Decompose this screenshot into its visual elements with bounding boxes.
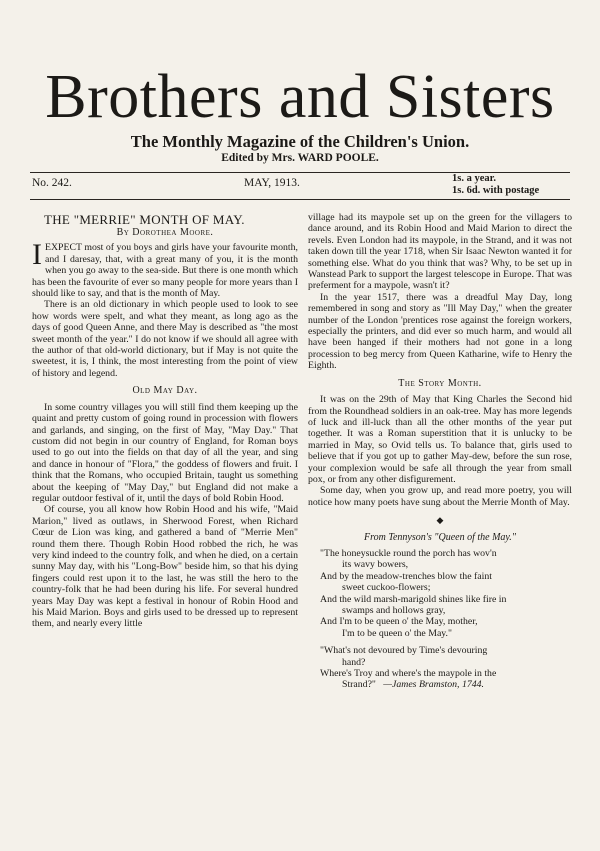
- poem-line: its wavy bowers,: [342, 559, 409, 571]
- masthead-rule-bottom: [30, 199, 570, 200]
- right-column: [308, 212, 572, 691]
- article-paragraph-5: village had its maypole set up on the green for the villagers to dance around, and its Robin Hood and Maid Marion to direct the revels. Even London had its maypole, in the Strand, and it was not taken down till the year 1718, when Sir Isaac Newton wanted it for something else. What do you think that was? Why, to be set up in Wanstead Park to support the largest telescope in Europe. That was preferment for a maypole, wasn't it?: [308, 212, 572, 292]
- article-paragraph-8: Some day, when you grow up, and read more poetry, you will notice how many poets have sung about the Merrie Month of May.: [308, 485, 572, 508]
- bramston-attribution: —James Bramston, 1744.: [383, 679, 484, 691]
- article-paragraph-6: In the year 1517, there was a dreadful May Day, long remembered in song and story as "Ill May Day," when the greater number of the London 'prentices rose against the foreign workers, especially the printers, and did ever so much harm, and would all have been hanged if their mothers had not gone in a long procession to beg mercy from Queen Katharine, wife to Henry the Eighth.: [308, 291, 572, 372]
- poem-line: Where's Troy and where's the maypole in the: [320, 668, 497, 680]
- article-paragraph-7: It was on the 29th of May that King Charles the Second hid from the Roundhead soldiers in an oak-tree. May has more legends of luck and ill-luck than all the other months of the year put together. It was a Roman superstition that it is unlucky to be married in May, so Ovid tells us. To balance that, girls used to believe that if you got up to gather May-dew, before the sun rose, your complexion would be safe all through the year from small pox, or from any other disfigurement.: [308, 394, 572, 485]
- poem-line: hand?: [342, 656, 366, 668]
- poem-line: And by the meadow-trenches blow the faint: [320, 570, 492, 582]
- poem-line: "What's not devoured by Time's devouring: [320, 645, 488, 657]
- poem-line: swamps and hollows gray,: [342, 605, 446, 616]
- left-column: [32, 212, 298, 630]
- poem-line: "The honeysuckle round the porch has wov'n: [320, 547, 497, 559]
- tennyson-heading: From Tennyson's "Queen of the May.": [363, 531, 516, 543]
- article-paragraph-4: Of course, you all know how Robin Hood and his wife, "Maid Marion," lived as outlaws, in Sherwood Forest, when Richard Cœur de Lion was king, and gathered a band of "Merrie Men" round them there. Though Robin Hood robbed the rich, he was very kind indeed to the country folk, and when he died, on a certain sunny May day, with his "Long-Bow" beside him, so that his dying fingers could rest upon it to the last, he was still the hero to the country-folk that he had been during his life. For several hundred years May Day was kept a festival in honour of Robin Hood and his Maid Marion. Boys and girls used to be dressed up to represent them, and nearly every little: [32, 504, 298, 630]
- poem-line-with-attribution: [308, 679, 572, 690]
- price-info: [452, 173, 539, 197]
- issue-number: No. 242.: [32, 177, 72, 189]
- paragraph-1-text: EXPECT most of you boys and girls have your favourite month, and I daresay, that, with a great many of you, it is the month when you go away to the sea-side. But there is one month which has been the favourite of ever so many people for more years than I should like to say, and that is the month of May.: [32, 242, 298, 300]
- poem-line: sweet cuckoo-flowers;: [342, 582, 431, 594]
- poem-line: Strand?": [342, 679, 376, 691]
- subheading-old-may-day: Old May Day.: [132, 385, 198, 397]
- masthead-title: Brothers and Sisters: [45, 63, 555, 131]
- issue-date: MAY, 1913.: [244, 177, 300, 189]
- masthead-subtitle: The Monthly Magazine of the Children's Union.: [130, 132, 470, 151]
- article-paragraph-2: There is an old dictionary in which people used to look to see how words were spelt, and what they meant, as long ago as the days of good Queen Anne, and there May is described as "the most sweet month of the year." I do not know if we should all agree with the author of that old-world dictionary, but if May is not quite the sweetest, it is, I think, the most interesting from the point of view of history and legend.: [32, 299, 298, 379]
- section-ornament: ◆: [436, 515, 444, 526]
- poem-line: I'm to be queen o' the May.": [342, 627, 453, 639]
- price-year: 1s. a year.: [452, 173, 496, 184]
- poem-line: And I'm to be queen o' the May, mother,: [320, 616, 478, 628]
- drop-cap: I: [32, 238, 42, 272]
- article-paragraph-3: In some country villages you will still find them keeping up the quaint and pretty custom of going round in procession with flowers and garlands, and singing, on the first of May, "May Day." That custom did not begin in our country of England, for Roman boys used to go out into the fields on that day of all the year, and sing and dance in honour of "Flora," the goddess of flowers and fruit. I think that the Romans, who occupied Britain, taught us something about the keeping of "May Day," but England did not make a regular outdoor festival of it, until the days of bold Robin Hood.: [32, 401, 298, 504]
- subheading-story-month: The Story Month.: [398, 377, 482, 389]
- article-byline: By Dorothea Moore.: [116, 227, 214, 238]
- price-postage: 1s. 6d. with postage: [452, 185, 540, 196]
- article-paragraph-1: [32, 238, 298, 300]
- poem-line: And the wild marsh-marigold shines like fire in: [320, 593, 507, 605]
- article-title: THE "MERRIE" MONTH OF MAY.: [44, 212, 245, 227]
- masthead-editor: Edited by Mrs. WARD POOLE.: [221, 152, 379, 164]
